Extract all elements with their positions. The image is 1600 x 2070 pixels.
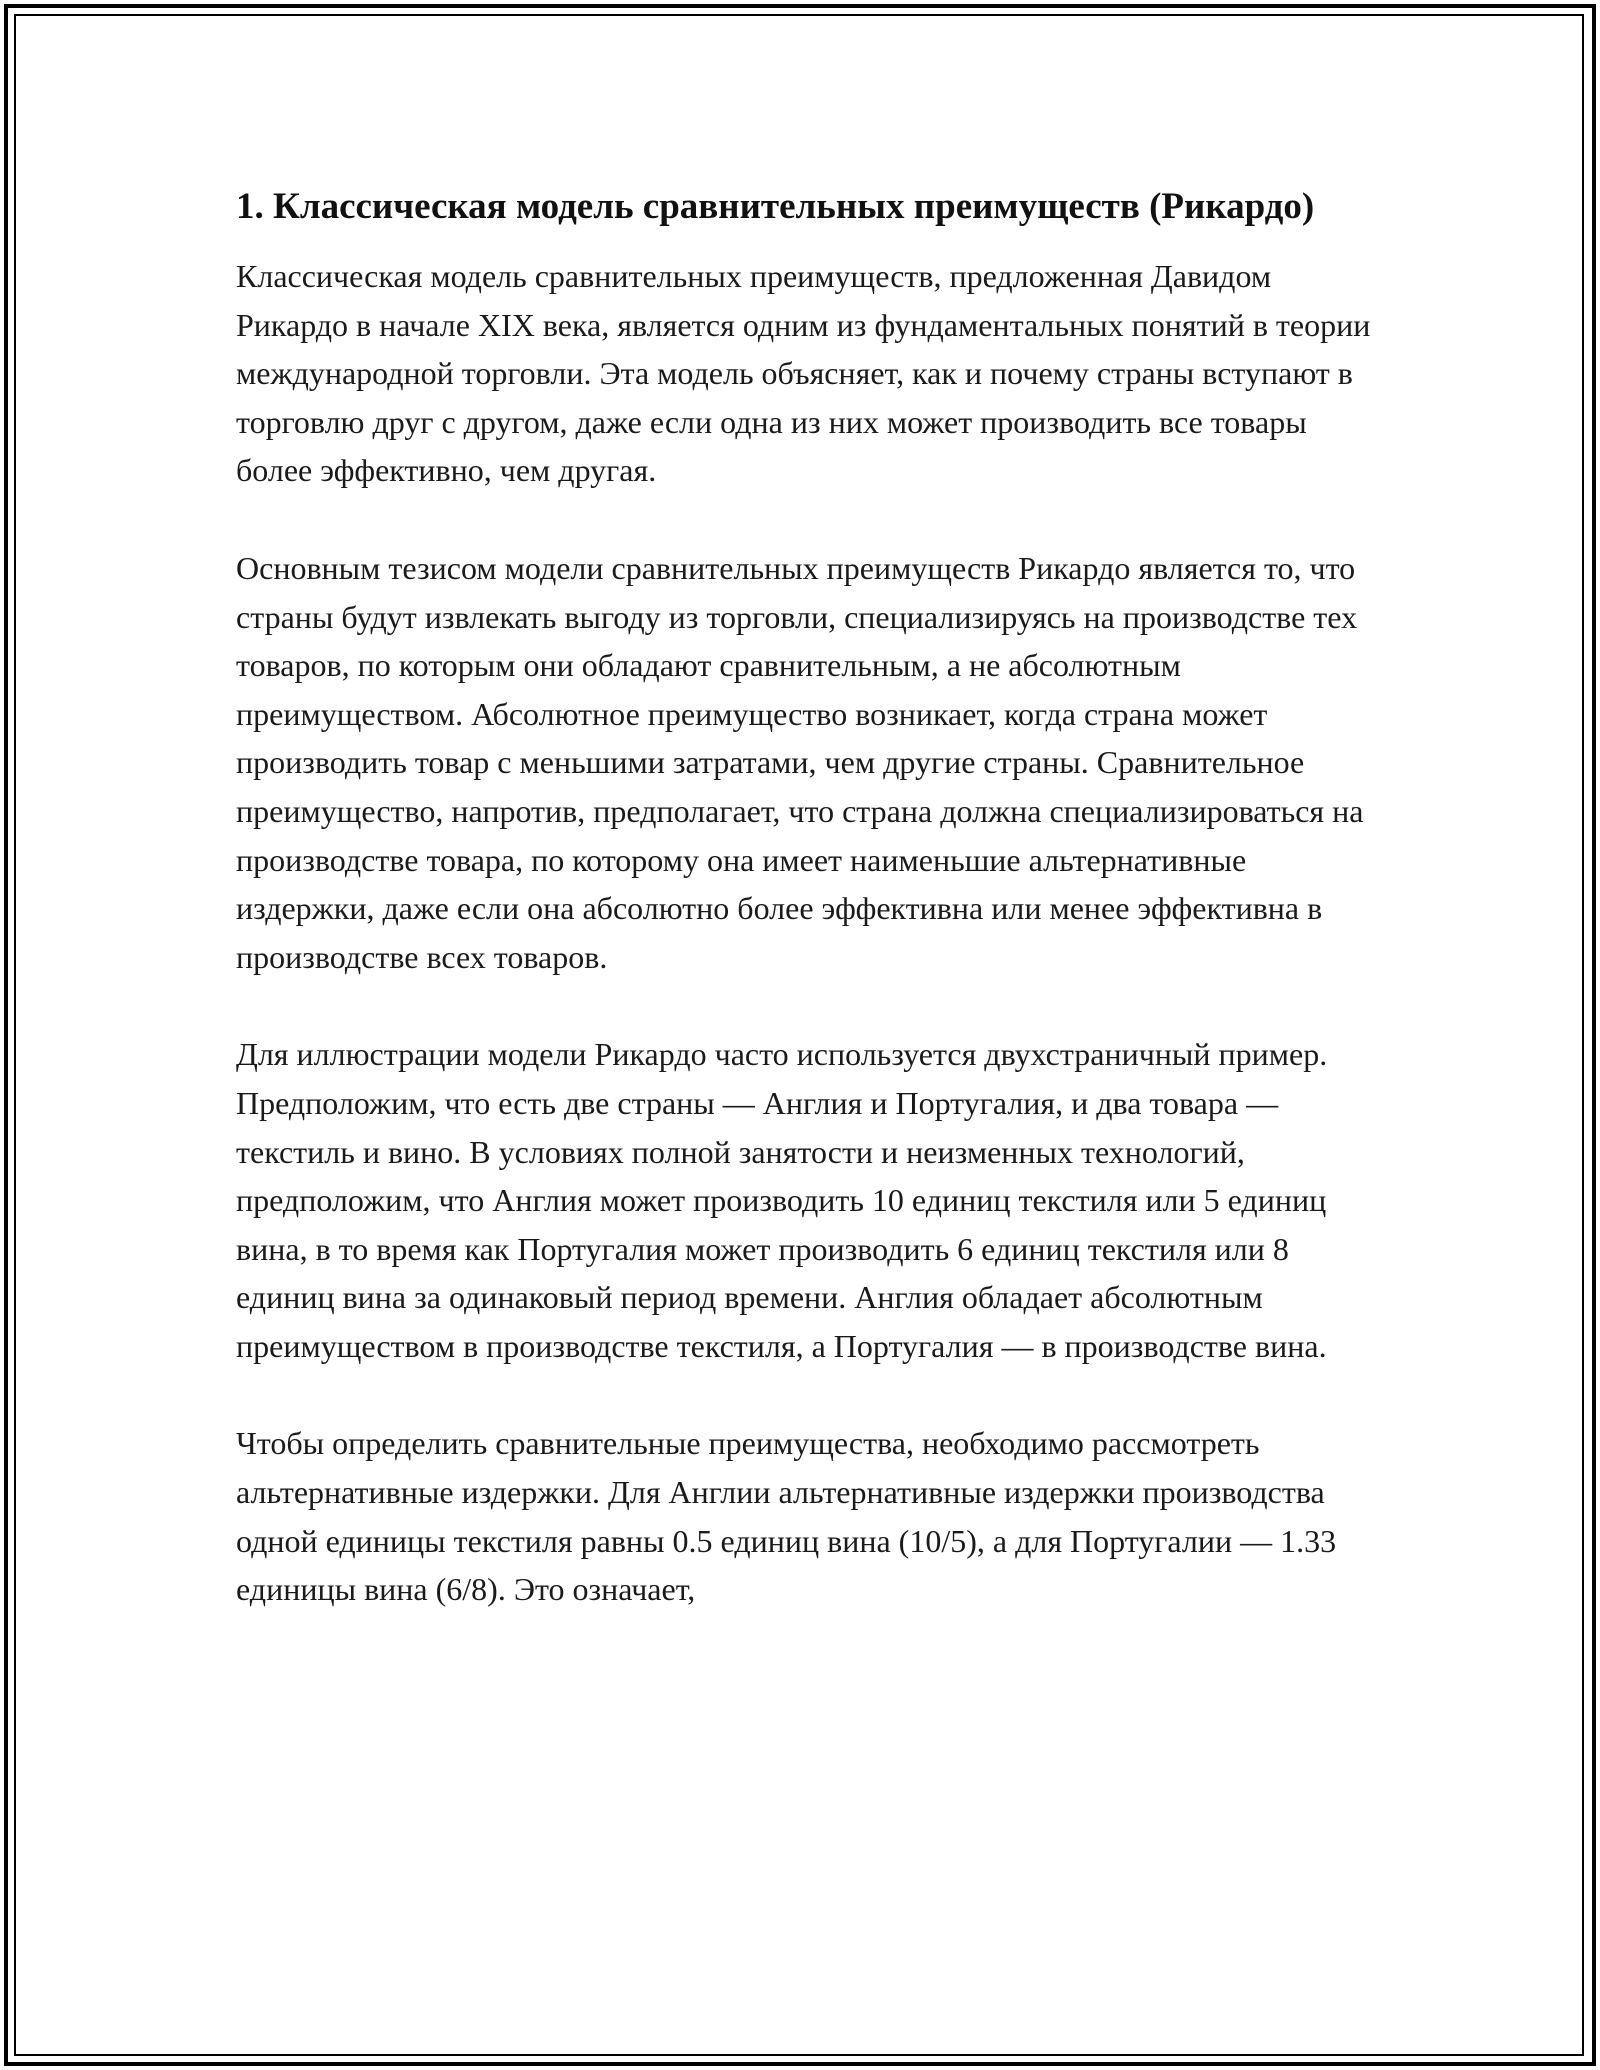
section-heading: 1. Классическая модель сравнительных преимуществ (Рикардо) [236, 186, 1315, 227]
paragraph-intro: Классическая модель сравнительных преимуществ, предложенная Давидом Рикардо в начале XIX века, является одним из фундаментальных понятий в теории международной торговли. Эта модель объясняет, как и почему страны вступают в торговлю друг с другом, даже если одна из них может производить все товары более эффективно, чем другая. [236, 258, 1371, 489]
paragraph-example: Для иллюстрации модели Рикардо часто используется двухстраничный пример. Предположим, что есть две страны — Англия и Португалия, и два товара — текстиль и вино. В условиях полной занятости и неизменных технологий, предположим, что Англия может производить 10 единиц текстиля или 5 единиц вина, в то время как Португалия может производить 6 единиц текстиля или 8 единиц вина за одинаковый период времени. Англия обладает абсолютным преимуществом в производстве текстиля, а Португалия — в производстве вина. [236, 1036, 1328, 1364]
paragraph-thesis: Основным тезисом модели сравнительных преимуществ Рикардо является то, что страны будут извлекать выгоду из торговли, специализируясь на производстве тех товаров, по которым они обладают сравнительным, а не абсолютным преимуществом. Абсолютное преимущество возникает, когда страна может производить товар с меньшими затратами, чем другие страны. Сравнительное преимущество, напротив, предполагает, что страна должна специализироваться на производстве товара, по которому она имеет наименьшие альтернативные издержки, даже если она абсолютно более эффективна или менее эффективна в производстве всех товаров. [236, 549, 1364, 975]
document-body [236, 186, 1376, 1614]
paragraph-opportunity-costs: Чтобы определить сравнительные преимущества, необходимо рассмотреть альтернативные издержки. Для Англии альтернативные издержки производства одной единицы текстиля равны 0.5 единиц вина (10/5), а для Португалии — 1.33 единицы вина (6/8). Это означает, [236, 1425, 1337, 1608]
